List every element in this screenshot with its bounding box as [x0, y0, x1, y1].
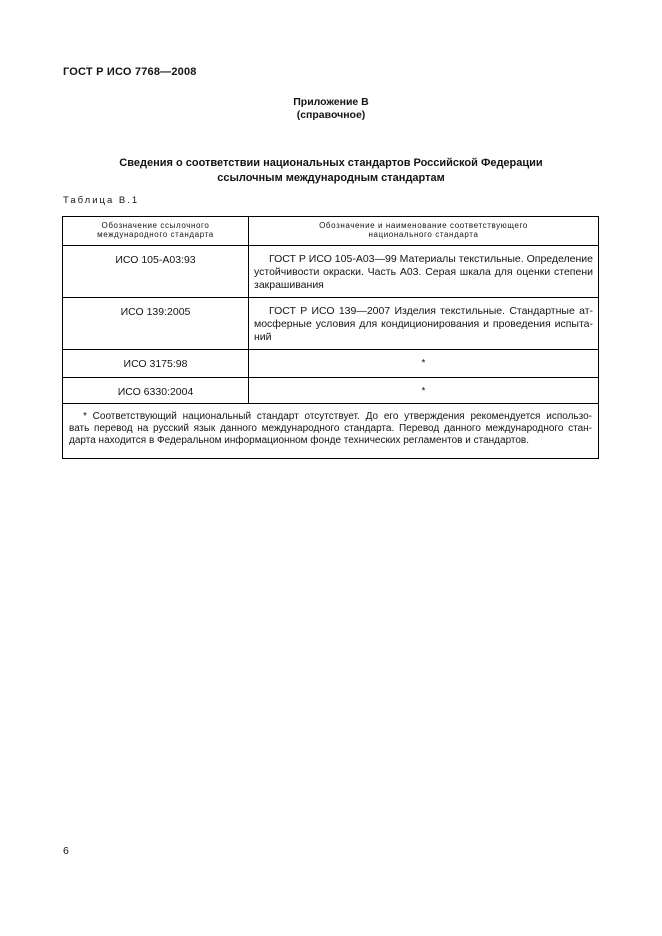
column-header-line: международного стандарта [97, 230, 214, 239]
appendix-label: Приложение В [293, 96, 369, 108]
table-footnote-row [63, 404, 599, 459]
footnote-text-line: дарта находится в Федеральном информационном фонде технических регламентов и стандартов. [69, 435, 530, 446]
page-number: 6 [63, 845, 69, 857]
column-header-national-standard [249, 217, 599, 246]
national-standard-cell: * [249, 350, 599, 378]
cell-text-line: закрашивания [254, 279, 324, 291]
page-title [0, 156, 662, 186]
cell-text-line: ГОСТ Р ИСО 105-А03—99 Материалы текстильные. Определение [269, 253, 593, 265]
table-row [63, 378, 599, 404]
page-title-line-1: Сведения о соответствии национальных стандартов Российской Федерации [119, 157, 543, 169]
national-standard-cell: * [249, 378, 599, 404]
cell-text-line: мосферные условия для кондиционирования и проведения испыта- [254, 318, 593, 330]
column-header-line: Обозначение ссылочного [101, 221, 210, 230]
column-header-line: Обозначение и наименование соответствующего [319, 221, 528, 230]
reference-standard-cell: ИСО 139:2005 [63, 298, 249, 350]
reference-standard-cell: ИСО 3175:98 [63, 350, 249, 378]
page-title-line-2: ссылочным международным стандартам [217, 172, 445, 184]
reference-standard-cell: ИСО 6330:2004 [63, 378, 249, 404]
table-row [63, 246, 599, 298]
national-standard-cell [249, 246, 599, 298]
reference-standard-cell: ИСО 105-А03:93 [63, 246, 249, 298]
table-header-row [63, 217, 599, 246]
table-caption: Таблица В.1 [63, 195, 140, 206]
footnote-cell [63, 404, 599, 459]
appendix-type: (справочное) [296, 109, 366, 121]
cell-text-line: ний [254, 331, 272, 343]
table-row [63, 350, 599, 378]
standards-correspondence-table [62, 216, 599, 459]
column-header-line: национального стандарта [368, 230, 479, 239]
national-standard-cell [249, 298, 599, 350]
cell-text-line: устойчивости окраски. Часть А03. Серая шкала для оценки степени [254, 266, 593, 278]
cell-text-line: ГОСТ Р ИСО 139—2007 Изделия текстильные. Стандартные ат- [269, 305, 593, 317]
footnote-text-line: вать перевод на русский язык данного международного стандарта. Перевод данного международного стан- [69, 423, 592, 434]
column-header-reference-standard [63, 217, 249, 246]
footnote-text-line: * Соответствующий национальный стандарт отсутствует. До его утверждения рекомендуется использо- [83, 411, 592, 422]
table-row [63, 298, 599, 350]
document-number: ГОСТ Р ИСО 7768—2008 [63, 66, 197, 78]
appendix-heading [0, 96, 662, 122]
